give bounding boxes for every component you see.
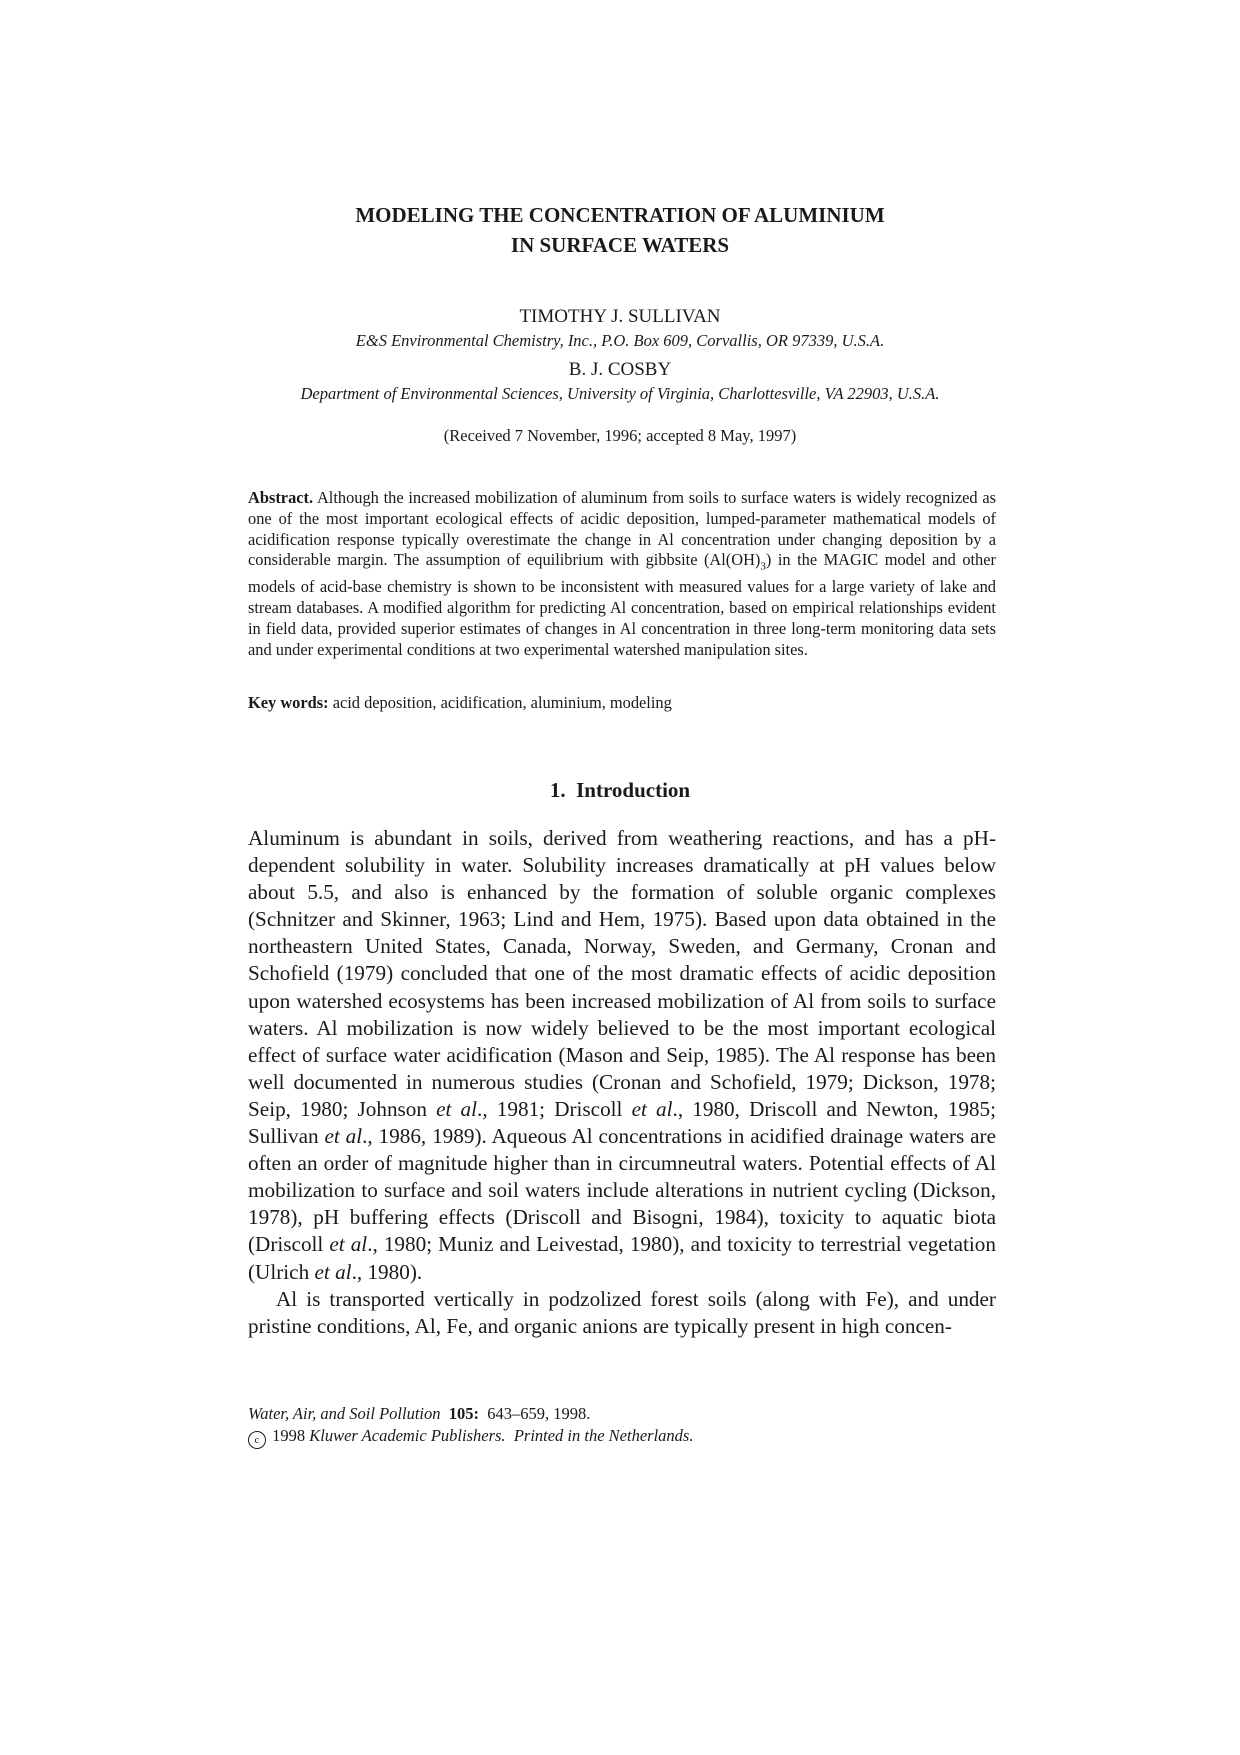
journal-footer xyxy=(248,1403,996,1449)
body-text-run: ., 1980, Driscoll and Newton, 1985; Sullivan xyxy=(248,1096,996,1149)
body-paragraph-1 xyxy=(248,825,996,1286)
paper-title xyxy=(0,200,1240,260)
keywords xyxy=(248,693,996,713)
keywords-text: acid deposition, acidification, aluminium, modeling xyxy=(332,693,672,712)
title-line-2: IN SURFACE WATERS xyxy=(510,233,730,257)
journal-pages: 643–659, 1998. xyxy=(487,1404,591,1423)
author-name-2: B. J. COSBY xyxy=(568,359,672,380)
et-al-italic: et al xyxy=(329,1232,368,1257)
et-al-italic: et al xyxy=(314,1259,352,1284)
abstract-text-2: ) in the MAGIC model and other models of acid-base chemistry is shown to be inconsistent with measured values for a large variety of lake and stream databases. A modified algorithm for predicting Al concentration, based on empirical relationships evident in field data, provided superior estimates of changes in Al concentration in three long-term monitoring data sets and under experimental conditions at two experimental watershed manipulation sites. xyxy=(248,550,996,659)
et-al-italic: et al xyxy=(631,1096,673,1121)
body-text xyxy=(248,825,996,1340)
body-text-run: ., 1980; Muniz and Leivestad, 1980), and toxicity to terrestrial vegetation (Ulrich xyxy=(248,1232,996,1284)
author-affiliation-1: E&S Environmental Chemistry, Inc., P.O. Box 609, Corvallis, OR 97339, U.S.A. xyxy=(355,331,885,350)
body-text-run: ., 1980). xyxy=(351,1259,423,1284)
et-al-italic: et al xyxy=(436,1096,478,1121)
body-paragraph-2: Al is transported vertically in podzolized forest soils (along with Fe), and under pristine conditions, Al, Fe, and organic anions are typically present in high concen- xyxy=(248,1286,996,1338)
journal-name: Water, Air, and Soil Pollution xyxy=(248,1404,441,1423)
abstract xyxy=(248,488,996,661)
abstract-text-1: Although the increased mobilization of aluminum from soils to surface waters is widely recognized as one of the most important ecological effects of acidic deposition, lumped-parameter mathematical models of acidification response typically overestimate the change in Al concentration under changing deposition by a considerable margin. The assumption of equilibrium with gibbsite (Al(OH) xyxy=(248,488,996,570)
copyright-year: 1998 xyxy=(272,1426,306,1445)
title-line-1: MODELING THE CONCENTRATION OF ALUMINIUM xyxy=(355,203,885,227)
author-affiliation-2: Department of Environmental Sciences, University of Virginia, Charlottesville, VA 22903, U.S.A. xyxy=(300,384,940,403)
et-al-italic: et al xyxy=(324,1124,363,1149)
body-text-run: Aluminum is abundant in soils, derived from weathering reactions, and has a pH-dependent solubility in water. Solubility increases dramatically at pH values below about 5.5, and also is enhanced by the formation of soluble organic complexes (Schnitzer and Skinner, 1963; Lind and Hem, 1975). Based upon data obtained in the northeastern United States, Canada, Norway, Sweden, and Germany, Cronan and Schofield (1979) concluded that one of the most dramatic effects of acidic deposition upon watershed ecosystems has been increased mobilization of Al from soils to surface waters. Al mobilization is now widely believed to be the most important ecological effect of surface water acidification (Mason and Seip, 1985). The Al response has been well documented in numerous studies (Cronan and Schofield, 1979; Dickson, 1978; Seip, 1980; Johnson xyxy=(248,826,996,1121)
section-title: Introduction xyxy=(576,778,691,802)
section-number: 1. xyxy=(549,778,566,802)
keywords-label: Key words: xyxy=(248,693,329,712)
author-name-1: TIMOTHY J. SULLIVAN xyxy=(519,306,721,327)
copyright-icon: c xyxy=(248,1431,266,1449)
received-dates: (Received 7 November, 1996; accepted 8 May, 1997) xyxy=(443,426,797,445)
printed-location: Printed in the Netherlands. xyxy=(513,1426,694,1445)
journal-volume: 105: xyxy=(448,1404,480,1423)
body-text-run: ., 1986, 1989). Aqueous Al concentrations in acidified drainage waters are often an order of magnitude higher than in circumneutral waters. Potential effects of Al mobilization to surface and soil waters include alterations in nutrient cycling (Dickson, 1978), pH buffering effects (Driscoll and Bisogni, 1984), toxicity to aquatic biota (Driscoll xyxy=(248,1124,996,1257)
section-heading xyxy=(0,777,1240,803)
copyright-line xyxy=(248,1425,996,1449)
abstract-subscript: 3 xyxy=(760,560,766,573)
citation-line xyxy=(248,1403,996,1425)
abstract-label: Abstract. xyxy=(248,488,314,507)
publisher-name: Kluwer Academic Publishers. xyxy=(309,1426,506,1445)
body-text-run: ., 1981; Driscoll xyxy=(477,1096,632,1121)
